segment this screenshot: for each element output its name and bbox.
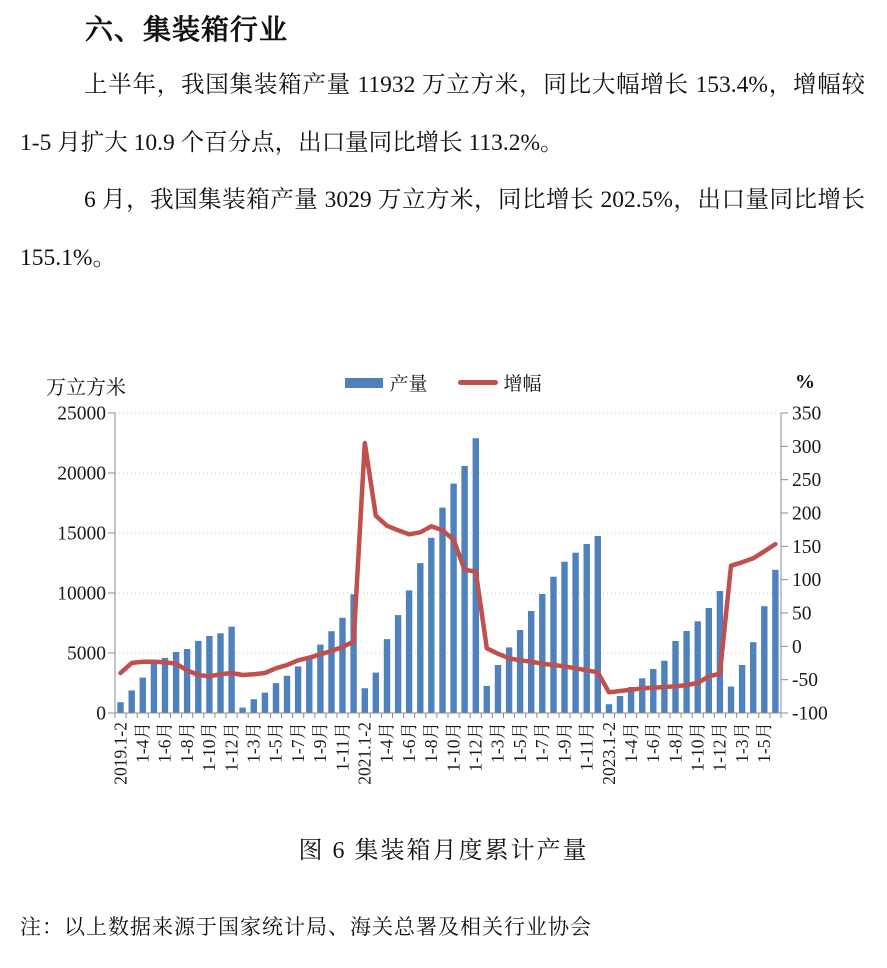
bar [772, 570, 778, 713]
legend-label-growth: 增幅 [503, 374, 542, 395]
bar [428, 538, 434, 713]
x-tick-label: 1-4月 [620, 722, 641, 763]
body-text [20, 57, 865, 287]
paragraph-june: 6 月，我国集装箱产量 3029 万立方米，同比增长 202.5%，出口量同比增长 155.1%。 [20, 187, 865, 271]
bar [373, 673, 379, 713]
bar [228, 627, 234, 713]
x-tick-label: 1-11月 [332, 722, 353, 771]
paragraph-half-year: 上半年，我国集装箱产量 11932 万立方米，同比大幅增长 153.4%，增幅较 1-5 月扩大 10.9 个百分点，出口量同比增长 113.2%。 [20, 72, 865, 156]
bar [284, 676, 290, 713]
bar [517, 630, 523, 713]
bar [639, 678, 645, 713]
right-axis-tick-label: 350 [792, 403, 822, 425]
x-tick-label: 1-7月 [287, 722, 308, 763]
production-bars [117, 438, 778, 713]
x-tick-label: 1-12月 [709, 722, 730, 772]
x-tick-label: 1-9月 [554, 722, 575, 763]
bar [117, 702, 123, 713]
bar [617, 696, 623, 713]
x-tick-label: 1-3月 [731, 722, 752, 763]
x-tick-label: 2019.1-2 [110, 722, 131, 785]
x-tick-label: 1-10月 [199, 722, 220, 772]
bar [539, 594, 545, 713]
left-axis-tick-label: 15000 [57, 523, 106, 545]
bar [151, 664, 157, 713]
figure-caption: 图 6 集装箱月度累计产量 [298, 838, 589, 864]
x-tick-label: 1-10月 [443, 722, 464, 772]
right-axis-tick-label: 150 [792, 536, 822, 558]
bar [328, 631, 334, 713]
x-tick-label: 1-6月 [398, 722, 419, 763]
bar [439, 508, 445, 713]
bar [650, 669, 656, 713]
x-tick-label: 1-4月 [132, 722, 153, 763]
x-tick-label: 2023.1-2 [598, 722, 619, 785]
bar [273, 683, 279, 713]
right-axis-tick-label: 100 [792, 570, 822, 592]
chart-canvas [0, 355, 887, 815]
right-axis-tick-label: 200 [792, 503, 822, 525]
bar [761, 606, 767, 713]
left-axis-tick-label: 5000 [67, 643, 106, 665]
bar [162, 658, 168, 713]
bar [339, 618, 345, 713]
x-tick-label: 1-6月 [154, 722, 175, 763]
bar [239, 708, 245, 713]
right-axis-tick-label: 50 [792, 603, 812, 625]
x-tick-label: 1-11月 [576, 722, 597, 771]
left-axis-tick-label: 20000 [57, 463, 106, 485]
right-axis-tick-label: -100 [792, 703, 828, 725]
x-tick-label: 1-8月 [176, 722, 197, 763]
x-tick-label: 1-7月 [532, 722, 553, 763]
bar [262, 693, 268, 713]
right-axis-tick-label: 300 [792, 436, 822, 458]
x-tick-label: 1-12月 [221, 722, 242, 772]
x-tick-label: 1-6月 [643, 722, 664, 763]
right-axis [781, 404, 828, 725]
bar [584, 544, 590, 713]
bar [561, 562, 567, 713]
bar [295, 666, 301, 713]
bar [495, 665, 501, 713]
bar [140, 678, 146, 713]
bar [739, 665, 745, 713]
bar [606, 704, 612, 713]
left-axis-title: 万立方米 [46, 377, 126, 399]
legend-label-production: 产量 [389, 374, 428, 395]
left-axis-tick-label: 10000 [57, 583, 106, 605]
bar [695, 621, 701, 713]
bar [395, 615, 401, 713]
x-tick-label: 1-3月 [243, 722, 264, 763]
left-axis-tick-label: 0 [96, 703, 106, 725]
bar [417, 563, 423, 713]
x-tick-label: 2021.1-2 [354, 722, 375, 785]
bar [672, 641, 678, 713]
x-tick-label: 1-9月 [310, 722, 331, 763]
bar [484, 686, 490, 713]
x-tick-labels [110, 722, 774, 785]
bar [728, 687, 734, 713]
x-tick-label: 1-12月 [465, 722, 486, 772]
bar [450, 484, 456, 713]
right-axis-tick-label: 0 [792, 636, 802, 658]
bar [683, 631, 689, 713]
bar [306, 656, 312, 713]
bar [129, 690, 135, 713]
bar [750, 642, 756, 713]
bar [406, 590, 412, 713]
bar [362, 688, 368, 713]
x-tick-label: 1-10月 [687, 722, 708, 772]
right-axis-tick-label: 250 [792, 470, 822, 492]
x-tick-label: 1-5月 [509, 722, 530, 763]
footnote: 注：以上数据来源于国家统计局、海关总署及相关行业协会 [20, 915, 592, 939]
x-tick-label: 1-8月 [421, 722, 442, 763]
chart-figure [0, 355, 887, 815]
x-tick-label: 1-4月 [376, 722, 397, 763]
bar [251, 699, 257, 713]
bar [173, 652, 179, 713]
bar [184, 649, 190, 713]
section-title: 六、集装箱行业 [85, 14, 289, 45]
x-tick-label: 1-3月 [487, 722, 508, 763]
bar [706, 608, 712, 713]
x-tick-label: 1-8月 [665, 722, 686, 763]
bar [595, 536, 601, 713]
bar [572, 553, 578, 713]
bar [384, 639, 390, 713]
right-axis-tick-label: -50 [792, 670, 818, 692]
x-tick-label: 1-5月 [754, 722, 775, 763]
x-axis [115, 713, 781, 718]
right-axis-title: % [795, 371, 815, 393]
left-axis-tick-label: 25000 [57, 403, 106, 425]
bar [461, 466, 467, 713]
x-tick-label: 1-5月 [265, 722, 286, 763]
left-axis [57, 404, 115, 725]
bar [550, 577, 556, 713]
